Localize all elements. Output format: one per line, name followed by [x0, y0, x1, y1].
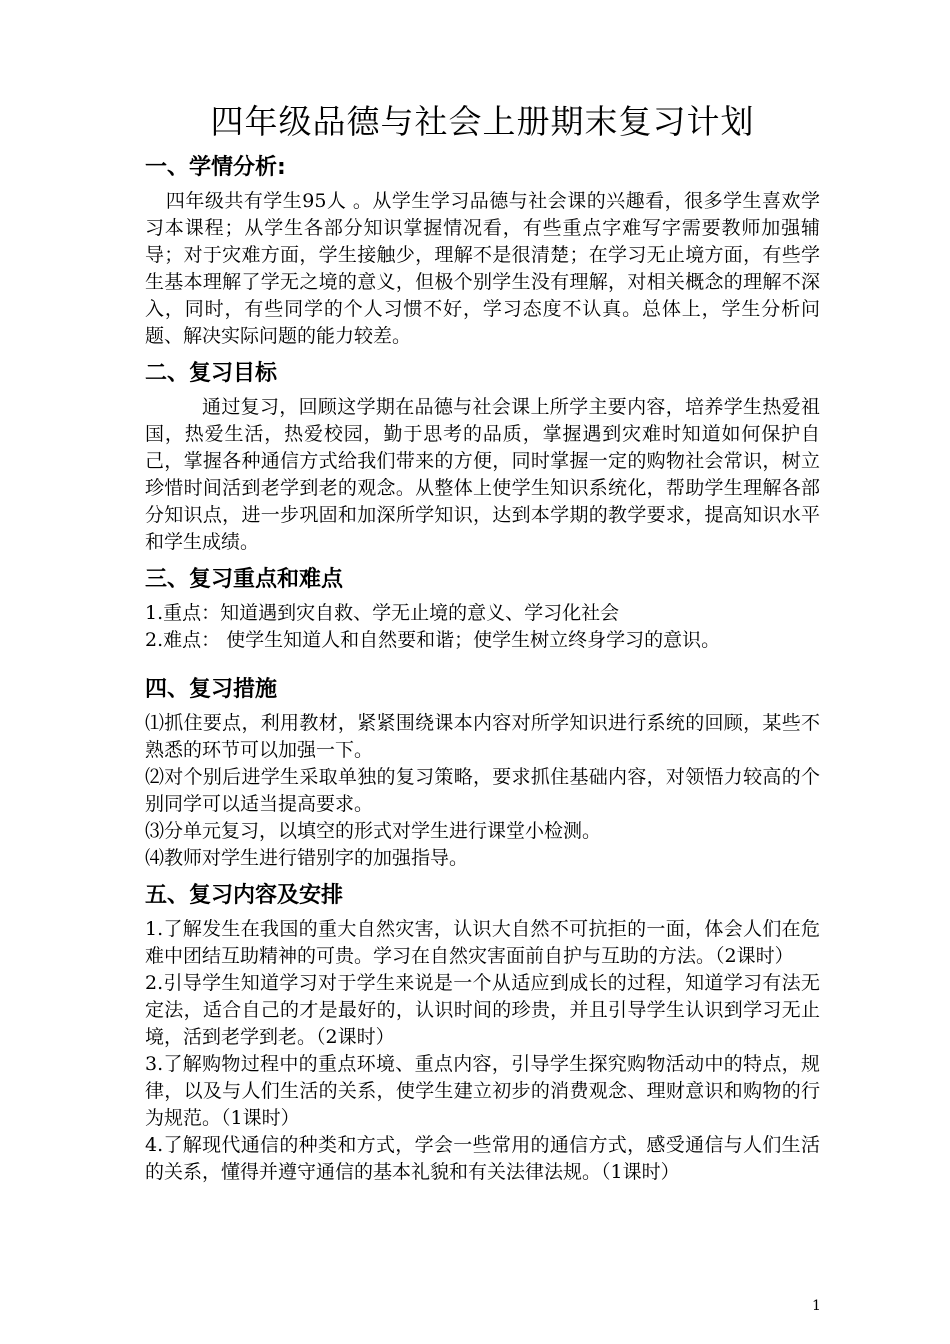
list-item: 1.了解发生在我国的重大自然灾害，认识大自然不可抗拒的一面，体会人们在危难中团结互助精神的可贵。学习在自然灾害面前自护与互助的方法。（2课时） [145, 918, 820, 967]
page-number: 1 [812, 1298, 821, 1314]
list-item: 2.引导学生知道学习对于学生来说是一个从适应到成长的过程，知道学习有法无定法，适合自己的才是最好的，认识时间的珍贵，并且引导学生认识到学习无止境，活到老学到老。（2课时） [145, 972, 820, 1048]
list-item: ⑴抓住要点，利用教材，紧紧围绕课本内容对所学知识进行系统的回顾，某些不熟悉的环节可以加强一下。 [145, 712, 820, 761]
list-item: ⑶分单元复习，以填空的形式对学生进行课堂小检测。 [145, 820, 602, 842]
document-title: 四年级品德与社会上册期末复习计划 [210, 102, 755, 141]
section-paragraph-analysis: 四年级共有学生95人 。从学生学习品德与社会课的兴趣看，很多学生喜欢学习本课程；从学生各部分知识掌握情况看，有些重点字难写字需要教师加强辅导；对于灾难方面，学生接触少，理解不是很清楚；在学习无止境方面，有些学生基本理解了学无之境的意义，但极个别学生没有理解，对相关概念的理解不深入，同时，有些同学的个人习惯不好，学习态度不认真。总体上，学生分析问题、解决实际问题的能力较差。 [145, 190, 820, 347]
list-item: 1.重点：知道遇到灾自救、学无止境的意义、学习化社会 [145, 602, 620, 624]
list-item: ⑷教师对学生进行错别字的加强指导。 [145, 847, 469, 869]
list-item: 4.了解现代通信的种类和方式，学会一些常用的通信方式，感受通信与人们生活的关系，懂得并遵守通信的基本礼貌和有关法律法规。（1课时） [145, 1134, 820, 1183]
list-item: 2.难点： 使学生知道人和自然要和谐；使学生树立终身学习的意识。 [145, 629, 721, 651]
section-heading-content-schedule: 五、复习内容及安排 [145, 883, 344, 908]
section-heading-analysis: 一、学情分析: [145, 155, 286, 180]
section-heading-measures: 四、复习措施 [145, 677, 278, 702]
section-heading-goals: 二、复习目标 [145, 361, 278, 386]
section-paragraph-goals: 通过复习，回顾这学期在品德与社会课上所学主要内容，培养学生热爱祖国，热爱生活，热爱校园，勤于思考的品质，掌握遇到灾难时知道如何保护自己，掌握各种通信方式给我们带来的方便，同时掌握一定的购物社会常识，树立珍惜时间活到老学到老的观念。从整体上使学生知识系统化，帮助学生理解各部分知识点，进一步巩固和加深所学知识，达到本学期的教学要求，提高知识水平和学生成绩。 [145, 396, 820, 553]
list-item: 3.了解购物过程中的重点环境、重点内容，引导学生探究购物活动中的特点，规律，以及与人们生活的关系，使学生建立初步的消费观念、理财意识和购物的行为规范。（1课时） [145, 1053, 820, 1129]
list-item: ⑵对个别后进学生采取单独的复习策略，要求抓住基础内容，对领悟力较高的个别同学可以适当提高要求。 [145, 766, 820, 815]
section-heading-key-points: 三、复习重点和难点 [145, 567, 344, 592]
